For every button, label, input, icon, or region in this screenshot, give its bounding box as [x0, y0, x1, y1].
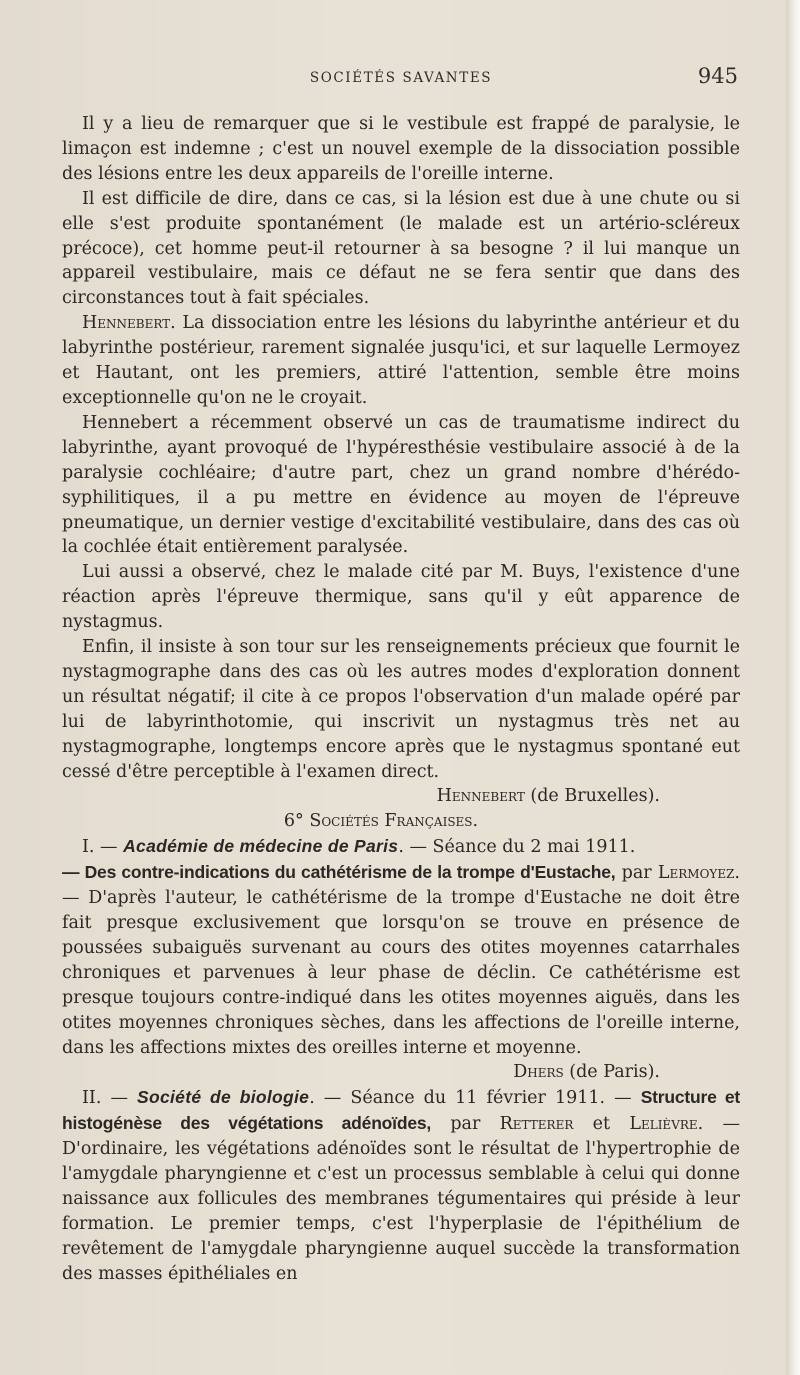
- entry-numeral: I. —: [82, 837, 124, 858]
- par-text: par: [615, 863, 658, 884]
- section-heading: [62, 809, 740, 834]
- entry-text: . — D'après l'auteur, le cathétérisme de la trompe d'Eustache ne doit être fait presque exclusivement que lorsqu'on se trouve en présence de poussées subaiguës survenant au cours des otites moyennes catarrhales chroniques et parvenues à leur phase de déclin. Ce cathétérisme est presque toujours contre-indiqué dans les otites moyennes aiguës, dans les otites moyennes chroniques sèches, dans les affections de l'oreille interne, dans les affections mixtes des oreilles interne et moyenne.: [62, 863, 740, 1058]
- entry-title: — Des contre-indications du cathétérisme de la trompe d'Eustache,: [62, 862, 616, 883]
- session-date: . — Séance du 11 février 1911. —: [309, 1088, 641, 1109]
- signature-name: Hennebert: [436, 786, 525, 807]
- signature: [62, 1060, 740, 1085]
- society-name: Société de biologie: [137, 1087, 310, 1108]
- page-number: 945: [697, 64, 738, 88]
- running-head: SOCIÉTÉS SAVANTES: [309, 70, 493, 86]
- author-name: Lermoyez: [657, 863, 735, 884]
- article-body: [62, 112, 740, 1287]
- page-edge: [786, 0, 800, 1375]
- paragraph: Hennebert a récemment observé un cas de traumatisme indirect du labyrinthe, ayant provoqué de l'hypéresthésie vestibulaire associé à de la paralysie cochléaire; d'autre part, chez un grand nombre d'hérédo-syphilitiques, il a pu mettre en évidence au moyen de l'épreuve pneumatique, un dernier vestige d'excitabilité vestibulaire, dans des cas où la cochlée était entièrement paralysée.: [62, 412, 740, 558]
- paragraph-text: La dissociation entre les lésions du labyrinthe antérieur et du labyrinthe postérieur, rarement signalée jusqu'ici, et sur laquelle Lermoyez et Hautant, ont les premiers, attiré l'attention, semble être moins exceptionnelle qu'on ne le croyait.: [62, 313, 740, 408]
- par-text: par: [431, 1114, 500, 1135]
- page-header: [62, 64, 740, 98]
- author-name: Lelièvre: [629, 1114, 698, 1135]
- entry-societe-biologie: [62, 1085, 740, 1286]
- entry-academie-medecine: [62, 834, 740, 1060]
- signature-place: (de Bruxelles).: [524, 786, 660, 807]
- entry-numeral: II. —: [82, 1088, 138, 1109]
- signature-place: (de Paris).: [563, 1062, 660, 1083]
- session-date: . — Séance du 2 mai 1911.: [398, 837, 636, 858]
- society-name: Académie de médecine de Paris: [123, 836, 399, 857]
- paragraph: Il est difficile de dire, dans ce cas, si la lésion est due à une chute ou si elle s'est produite spontanément (le malade est un artério-scléreux précoce), cet homme peut-il retourner à sa besogne ? il lui manque un appareil vestibulaire, mais ce défaut ne se fera sentir que dans des circonstances tout à fait spéciales.: [62, 188, 740, 309]
- author-name: Retterer: [499, 1114, 574, 1135]
- paragraph: Il y a lieu de remarquer que si le vestibule est frappé de paralysie, le limaçon est indemne ; c'est un nouvel exemple de la dissociation possible des lésions entre les deux appareils de l'oreille interne.: [62, 114, 740, 184]
- speaker-name: Hennebert.: [82, 313, 176, 334]
- paragraph: Lui aussi a observé, chez le malade cité par M. Buys, l'existence d'une réaction après l'épreuve thermique, sans qu'il y eût apparence de nystagmus.: [62, 562, 740, 633]
- signature-name: Dhers: [513, 1062, 564, 1083]
- section-title: Sociétés Françaises.: [309, 811, 479, 832]
- and-text: et: [573, 1114, 630, 1135]
- section-number: 6°: [283, 811, 310, 832]
- paragraph: Enfin, il insiste à son tour sur les renseignements précieux que fournit le nystagmographe dans des cas où les autres modes d'exploration donnent un résultat négatif; il cite à ce propos l'observation d'un malade opéré par lui de labyrinthotomie, qui inscrivit un nystagmus très net au nystagmographe, longtemps encore après que le nystagmus spontané eut cessé d'être perceptible à l'examen direct.: [62, 637, 740, 782]
- signature: [62, 784, 740, 809]
- entry-title: Structure et histogénèse des végétations adénoïdes,: [62, 1087, 740, 1134]
- entry-text: . — D'ordinaire, les végétations adénoïdes sont le résultat de l'hypertrophie de l'amygdale pharyngienne et c'est un processus semblable à celui qui donne naissance aux follicules des membranes tégumentaires qui préside à leur formation. Le premier temps, c'est l'hyperplasie de l'épithélium de revêtement de l'amygdale pharyngienne auquel succède la transformation des masses épithéliales en: [62, 1114, 740, 1284]
- paragraph: [62, 311, 740, 411]
